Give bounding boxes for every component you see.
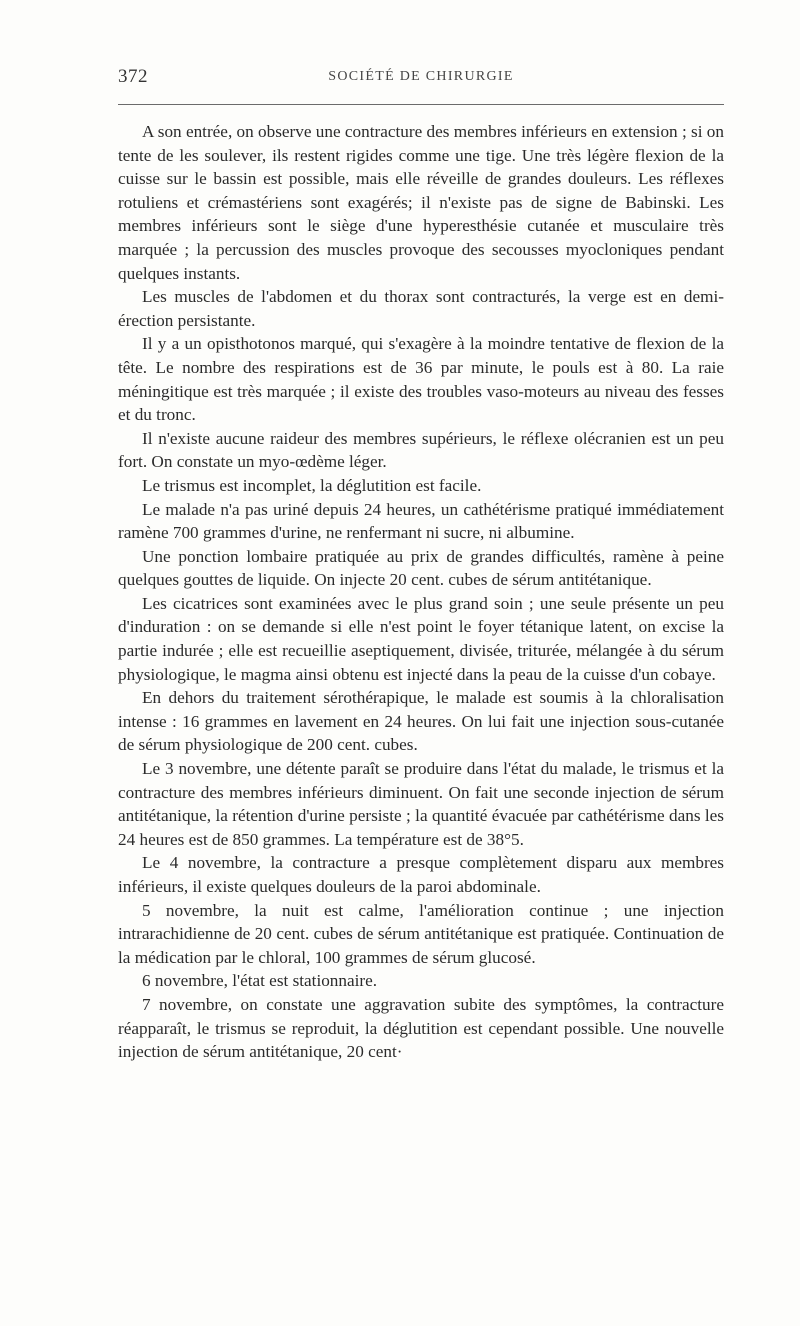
paragraph: 6 novembre, l'état est stationnaire. [142, 971, 378, 991]
paragraph: A son entrée, on observe une contracture des membres inférieurs en extension ; si on tente de les soulever, ils restent rigides comme une tige. Une très légère flexion de la cuisse sur le bassin est possible, mais elle réveille de grandes douleurs. Les réflexes rotuliens et crémastériens sont exagérés; il n'existe pas de signe de Babinski. Les membres inférieurs sont le siège d'une hyperesthésie cutanée et musculaire très marquée ; la percussion des muscles provoque des secousses myocloniques pendant quelques instants. [118, 122, 724, 283]
paragraph: Les cicatrices sont examinées avec le plus grand soin ; une seule présente un peu d'induration : on se demande si elle n'est point le foyer tétanique latent, on excise la partie indurée ; elle est recueillie aseptiquement, divisée, triturée, mélangée à du sérum physiologique, le magma ainsi obtenu est injecté dans la peau de la cuisse d'un cobaye. [118, 593, 724, 684]
page-header [118, 66, 724, 94]
paragraph: En dehors du traitement sérothérapique, le malade est soumis à la chloralisation intense : 16 grammes en lavement en 24 heures. On lui fait une injection sous-cutanée de sérum physiologique de 200 cent. cubes. [118, 688, 724, 755]
paragraph: Il y a un opisthotonos marqué, qui s'exagère à la moindre tentative de flexion de la tête. Le nombre des respirations est de 36 par minute, le pouls est à 80. La raie méningitique est très marquée ; il existe des troubles vaso-moteurs au niveau des fesses et du tronc. [118, 334, 724, 425]
paragraph: Le 3 novembre, une détente paraît se produire dans l'état du malade, le trismus et la contracture des membres inférieurs diminuent. On fait une seconde injection de sérum antitétanique, la rétention d'urine persiste ; la quantité évacuée par cathétérisme dans les 24 heures est de 850 grammes. La température est de 38°5. [118, 759, 724, 849]
paragraph: Une ponction lombaire pratiquée au prix de grandes difficultés, ramène à peine quelques gouttes de liquide. On injecte 20 cent. cubes de sérum antitétanique. [118, 546, 724, 590]
body-text [118, 120, 724, 1064]
paragraph: 7 novembre, on constate une aggravation subite des symptômes, la contracture réapparaît, le trismus se reproduit, la déglutition est cependant possible. Une nouvelle injection de sérum antitétanique, 20 cent· [118, 994, 724, 1062]
paragraph: Le trismus est incomplet, la déglutition est facile. [142, 475, 482, 495]
paragraph: Le malade n'a pas uriné depuis 24 heures, un cathétérisme pratiqué immédiatement ramène 700 grammes d'urine, ne renfermant ni sucre, ni albumine. [118, 499, 724, 543]
running-head: SOCIÉTÉ DE CHIRURGIE [328, 69, 514, 84]
header-rule [118, 104, 724, 105]
paragraph: Le 4 novembre, la contracture a presque complètement disparu aux membres inférieurs, il existe quelques douleurs de la paroi abdominale. [118, 853, 724, 896]
page-number: 372 [118, 66, 148, 87]
paragraph: 5 novembre, la nuit est calme, l'amélioration continue ; une injection intrarachidienne de 20 cent. cubes de sérum antitétanique est pratiquée. Continuation de la médication par le chloral, 100 grammes de sérum glucosé. [118, 900, 724, 967]
paragraph: Les muscles de l'abdomen et du thorax sont contracturés, la verge est en demi-érection persistante. [118, 287, 724, 330]
paragraph: Il n'existe aucune raideur des membres supérieurs, le réflexe olécranien est un peu fort. On constate un myo-œdème léger. [118, 428, 724, 472]
